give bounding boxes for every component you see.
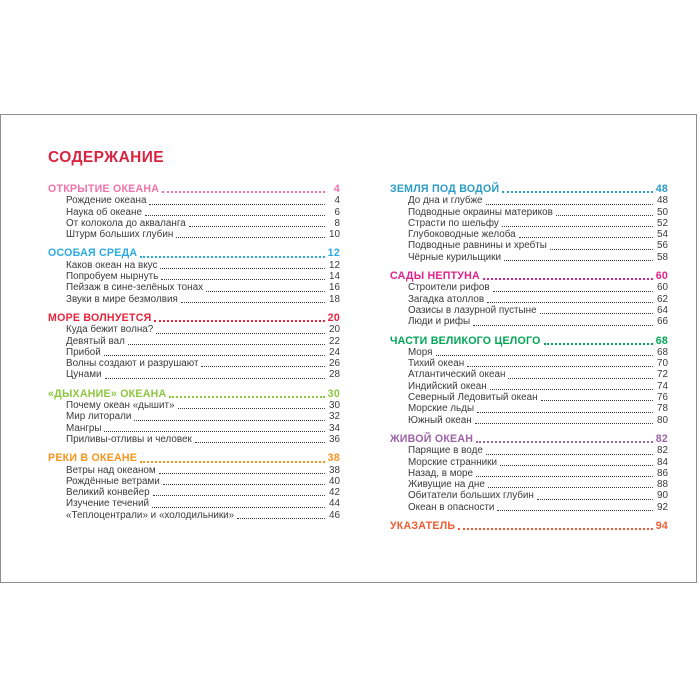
toc-entry-label: Наука об океане: [66, 206, 142, 218]
toc-entry-label: Штурм больших глубин: [66, 229, 174, 241]
toc-entry: [48, 465, 340, 476]
toc-entry-label: Приливы-отливы и человек: [66, 433, 192, 445]
dot-leader: [490, 389, 653, 390]
toc-entry-label: Люди и рифы: [407, 316, 471, 328]
toc-entry: [48, 271, 340, 282]
toc-entry: [390, 369, 668, 380]
toc-entry-label: Обитатели больших глубин: [407, 490, 534, 502]
toc-entry-page-number: 84: [657, 456, 668, 468]
dot-leader: [163, 484, 325, 485]
toc-entry: [390, 358, 668, 369]
toc-section-header-label: САДЫ НЕПТУНА: [389, 270, 480, 283]
dot-leader: [159, 473, 325, 474]
toc-entry: [390, 316, 668, 327]
toc-entry-label: Страсти по шельфу: [407, 217, 499, 229]
toc-section-header-page-number: 68: [655, 334, 668, 347]
toc-entry: [390, 347, 668, 358]
toc-entry: [390, 195, 668, 206]
toc-entry: [48, 423, 340, 434]
dot-leader: [504, 260, 653, 261]
toc-entry-page-number: 82: [657, 445, 668, 457]
dot-leader: [500, 465, 653, 466]
dot-leader: [105, 378, 325, 379]
toc-entry-label: Индийский океан: [407, 380, 487, 392]
toc-section-header: [48, 389, 340, 400]
toc-entry: [48, 498, 340, 509]
toc-entry-label: Живущие на дне: [407, 479, 485, 491]
toc-entry-page-number: 36: [328, 433, 340, 445]
dot-leader: [104, 431, 324, 432]
toc-entry-label: Загадка атоллов: [407, 293, 485, 305]
dot-leader: [195, 442, 325, 443]
dot-leader: [477, 412, 653, 413]
toc-entry: [48, 336, 340, 347]
dot-leader: [201, 366, 324, 367]
toc-section-header-label: МОРЕ ВОЛНУЕТСЯ: [48, 311, 152, 324]
toc-entry-page-number: 34: [328, 422, 340, 434]
dot-leader: [502, 226, 653, 227]
toc-entry-page-number: 24: [328, 346, 340, 358]
dot-leader: [140, 256, 324, 258]
toc-entry-label: Строители рифов: [407, 282, 490, 294]
toc-section-header-page-number: 12: [327, 247, 340, 260]
toc-entry-page-number: 68: [657, 346, 668, 358]
toc-section: [390, 521, 668, 532]
toc-entry: [48, 195, 340, 206]
toc-entry-label: Парящие в воде: [407, 445, 483, 457]
dot-leader: [497, 510, 653, 511]
toc-entry: [390, 415, 668, 426]
toc-entry-label: Куда бежит волна?: [66, 324, 154, 336]
toc-entry-label: Изучение течений: [66, 498, 149, 510]
dot-leader: [160, 268, 325, 269]
dot-leader: [189, 226, 325, 227]
toc-entry: [390, 218, 668, 229]
toc-section-header-page-number: 38: [327, 452, 340, 465]
toc-entry-page-number: 28: [328, 369, 340, 381]
toc-entry-label: Мир литорали: [66, 411, 132, 423]
contents-page: [0, 114, 697, 583]
toc-entry-page-number: 40: [328, 475, 340, 487]
toc-columns: [48, 184, 668, 532]
dot-leader: [134, 420, 325, 421]
toc-entry: [390, 252, 668, 263]
toc-entry-page-number: 58: [657, 251, 668, 263]
dot-leader: [487, 302, 653, 303]
toc-entry-label: До дна и глубже: [407, 195, 483, 207]
toc-entry: [48, 358, 340, 369]
toc-entry-page-number: 46: [328, 509, 340, 521]
toc-entry-page-number: 62: [657, 293, 668, 305]
toc-entry-page-number: 90: [657, 490, 668, 502]
toc-section-header-page-number: 60: [655, 270, 668, 283]
toc-entry-label: Чёрные курильщики: [407, 251, 501, 263]
toc-entry-label: От колокола до акваланга: [66, 217, 186, 229]
toc-entry-label: Пейзаж в сине-зелёных тонах: [66, 282, 204, 294]
toc-entry-page-number: 52: [657, 217, 668, 229]
toc-entry-label: Прибой: [66, 346, 101, 358]
dot-leader: [140, 461, 325, 463]
toc-entry-page-number: 38: [328, 464, 340, 476]
toc-entry-page-number: 64: [657, 304, 668, 316]
toc-entry-page-number: 92: [657, 501, 668, 513]
toc-entry-page-number: 22: [328, 335, 340, 347]
toc-entry-label: Звуки в мире безмолвия: [66, 293, 178, 305]
toc-entry: [390, 490, 668, 501]
toc-section-header-page-number: 82: [655, 432, 668, 445]
dot-leader: [502, 191, 652, 193]
toc-section-header-page-number: 4: [333, 183, 340, 195]
toc-entry-page-number: 50: [657, 206, 668, 218]
dot-leader: [508, 378, 653, 379]
dot-leader: [156, 333, 325, 334]
dot-leader: [476, 441, 653, 443]
dot-leader: [161, 279, 325, 280]
dot-leader: [483, 278, 653, 280]
toc-column-2: [390, 184, 668, 532]
dot-leader: [476, 476, 653, 477]
toc-entry: [48, 229, 340, 240]
toc-section-header-label: РЕКИ В ОКЕАНЕ: [48, 452, 138, 465]
toc-section-header: [390, 271, 668, 282]
dot-leader: [556, 215, 653, 216]
toc-entry-page-number: 70: [657, 358, 668, 370]
dot-leader: [540, 313, 653, 314]
toc-entry-label: Цунами: [66, 369, 102, 381]
toc-entry-label: Морские льды: [407, 403, 475, 415]
dot-leader: [152, 507, 325, 508]
toc-section-header-label: УКАЗАТЕЛЬ: [389, 520, 456, 533]
toc-section: [48, 389, 340, 445]
toc-entry: [48, 324, 340, 335]
toc-entry-page-number: 86: [657, 467, 668, 479]
toc-entry: [390, 403, 668, 414]
toc-section-header-page-number: 48: [655, 183, 668, 195]
page-title: СОДЕРЖАНИЕ: [48, 149, 165, 166]
toc-entry-page-number: 66: [657, 316, 668, 328]
dot-leader: [162, 191, 325, 193]
dot-leader: [519, 237, 653, 238]
toc-entry-label: Мангры: [66, 422, 102, 434]
dot-leader: [493, 291, 653, 292]
toc-entry-label: Назад, в море: [407, 467, 474, 479]
dot-leader: [178, 408, 325, 409]
toc-entry-label: Волны создают и разрушают: [66, 358, 199, 370]
toc-section-header-label: ЧАСТИ ВЕЛИКОГО ЦЕЛОГО: [389, 334, 541, 347]
toc-section: [48, 313, 340, 381]
toc-entry: [48, 510, 340, 521]
toc-entry: [48, 487, 340, 498]
toc-entry-label: Каков океан на вкус: [66, 259, 158, 271]
toc-section: [390, 336, 668, 426]
toc-entry-label: Почему океан «дышит»: [66, 400, 175, 412]
toc-entry: [48, 400, 340, 411]
toc-entry: [48, 411, 340, 422]
toc-section-header-page-number: 30: [327, 387, 340, 400]
toc-section-header: [48, 184, 340, 195]
toc-entry: [48, 218, 340, 229]
toc-entry-label: Южный океан: [407, 414, 472, 426]
toc-entry-label: Морские странники: [407, 456, 498, 468]
dot-leader: [473, 325, 653, 326]
toc-entry-label: Северный Ледовитый океан: [407, 392, 538, 404]
toc-entry-page-number: 16: [328, 282, 340, 294]
toc-entry-label: Тихий океан: [407, 358, 465, 370]
toc-entry: [390, 392, 668, 403]
toc-entry-page-number: 14: [328, 271, 340, 283]
toc-entry-label: Рождение океана: [66, 195, 147, 207]
toc-entry-label: Рождённые ветрами: [66, 475, 160, 487]
toc-entry-page-number: 30: [328, 400, 340, 412]
dot-leader: [153, 495, 325, 496]
toc-entry: [48, 347, 340, 358]
toc-entry-label: Подводные окраины материков: [407, 206, 553, 218]
toc-entry-page-number: 10: [328, 229, 340, 241]
toc-section-header: [390, 336, 668, 347]
toc-section-header-label: ЗЕМЛЯ ПОД ВОДОЙ: [389, 183, 500, 195]
toc-entry-label: Оазисы в лазурной пустыне: [407, 304, 537, 316]
toc-section-header: [390, 521, 668, 532]
dot-leader: [169, 396, 324, 398]
dot-leader: [145, 215, 325, 216]
toc-section-header-label: ЖИВОЙ ОКЕАН: [389, 432, 474, 445]
toc-section-header: [390, 434, 668, 445]
toc-entry-label: Моря: [407, 346, 433, 358]
dot-leader: [467, 366, 653, 367]
dot-leader: [488, 487, 653, 488]
toc-entry-page-number: 32: [328, 411, 340, 423]
dot-leader: [149, 204, 325, 205]
toc-entry-page-number: 48: [657, 195, 668, 207]
toc-entry-page-number: 72: [657, 369, 668, 381]
dot-leader: [458, 528, 652, 530]
toc-entry-label: Атлантический океан: [407, 369, 506, 381]
toc-entry-label: «Теплоцентрали» и «холодильники»: [66, 509, 235, 521]
toc-entry-page-number: 44: [328, 498, 340, 510]
toc-entry-page-number: 56: [657, 240, 668, 252]
toc-entry: [390, 294, 668, 305]
toc-section-header-label: ОТКРЫТИЕ ОКЕАНА: [48, 183, 160, 195]
toc-entry-label: Ветры над океаном: [66, 464, 156, 476]
toc-entry: [390, 457, 668, 468]
toc-entry: [390, 445, 668, 456]
toc-section: [48, 184, 340, 240]
toc-entry-page-number: 6: [334, 206, 340, 218]
toc-section-header: [48, 248, 340, 259]
toc-section: [48, 453, 340, 521]
toc-section-header: [390, 184, 668, 195]
toc-entry-page-number: 54: [657, 229, 668, 241]
dot-leader: [176, 237, 325, 238]
toc-entry: [390, 502, 668, 513]
dot-leader: [486, 204, 653, 205]
toc-entry-label: Попробуем нырнуть: [66, 271, 159, 283]
dot-leader: [128, 344, 325, 345]
toc-column-1: [48, 184, 340, 532]
toc-entry-label: Глубоководные желоба: [407, 229, 516, 241]
dot-leader: [206, 291, 325, 292]
toc-section: [48, 248, 340, 304]
toc-entry-page-number: 8: [334, 217, 340, 229]
dot-leader: [537, 499, 653, 500]
toc-entry-page-number: 88: [657, 479, 668, 491]
toc-entry-page-number: 78: [657, 403, 668, 415]
toc-entry: [390, 468, 668, 479]
toc-entry-label: Девятый вал: [66, 335, 125, 347]
toc-entry: [390, 479, 668, 490]
dot-leader: [544, 343, 653, 345]
toc-section-header-label: «ДЫХАНИЕ» ОКЕАНА: [48, 387, 167, 400]
contents-area: [48, 149, 668, 532]
toc-entry-page-number: 42: [328, 487, 340, 499]
toc-entry: [48, 294, 340, 305]
toc-section-header-label: ОСОБАЯ СРЕДА: [48, 247, 138, 260]
toc-entry: [390, 305, 668, 316]
toc-entry-page-number: 20: [328, 324, 340, 336]
toc-section-header: [48, 453, 340, 464]
toc-section: [390, 434, 668, 513]
toc-entry-page-number: 76: [657, 392, 668, 404]
toc-entry: [48, 434, 340, 445]
toc-section-header-page-number: 20: [327, 311, 340, 324]
toc-section: [390, 271, 668, 327]
toc-entry: [390, 282, 668, 293]
toc-entry-label: Великий конвейер: [66, 487, 150, 499]
toc-entry: [48, 282, 340, 293]
dot-leader: [154, 320, 324, 322]
toc-entry-page-number: 60: [657, 282, 668, 294]
toc-entry: [390, 240, 668, 251]
toc-entry-page-number: 4: [334, 195, 340, 207]
dot-leader: [550, 249, 653, 250]
toc-section: [390, 184, 668, 263]
toc-entry-label: Океан в опасности: [407, 501, 495, 513]
dot-leader: [237, 518, 325, 519]
toc-entry: [390, 381, 668, 392]
dot-leader: [181, 302, 325, 303]
toc-entry-page-number: 80: [657, 414, 668, 426]
dot-leader: [104, 355, 325, 356]
dot-leader: [541, 400, 653, 401]
toc-entry: [48, 369, 340, 380]
toc-entry: [390, 207, 668, 218]
toc-section-header: [48, 313, 340, 324]
dot-leader: [475, 423, 653, 424]
toc-entry-page-number: 12: [328, 259, 340, 271]
toc-entry: [48, 476, 340, 487]
dot-leader: [486, 454, 653, 455]
dot-leader: [436, 355, 653, 356]
toc-section-header-page-number: 94: [655, 520, 668, 533]
toc-entry: [48, 207, 340, 218]
toc-entry-page-number: 74: [657, 380, 668, 392]
toc-entry-page-number: 18: [328, 293, 340, 305]
toc-entry: [390, 229, 668, 240]
toc-entry-label: Подводные равнины и хребты: [407, 240, 547, 252]
toc-entry-page-number: 26: [328, 358, 340, 370]
toc-entry: [48, 260, 340, 271]
